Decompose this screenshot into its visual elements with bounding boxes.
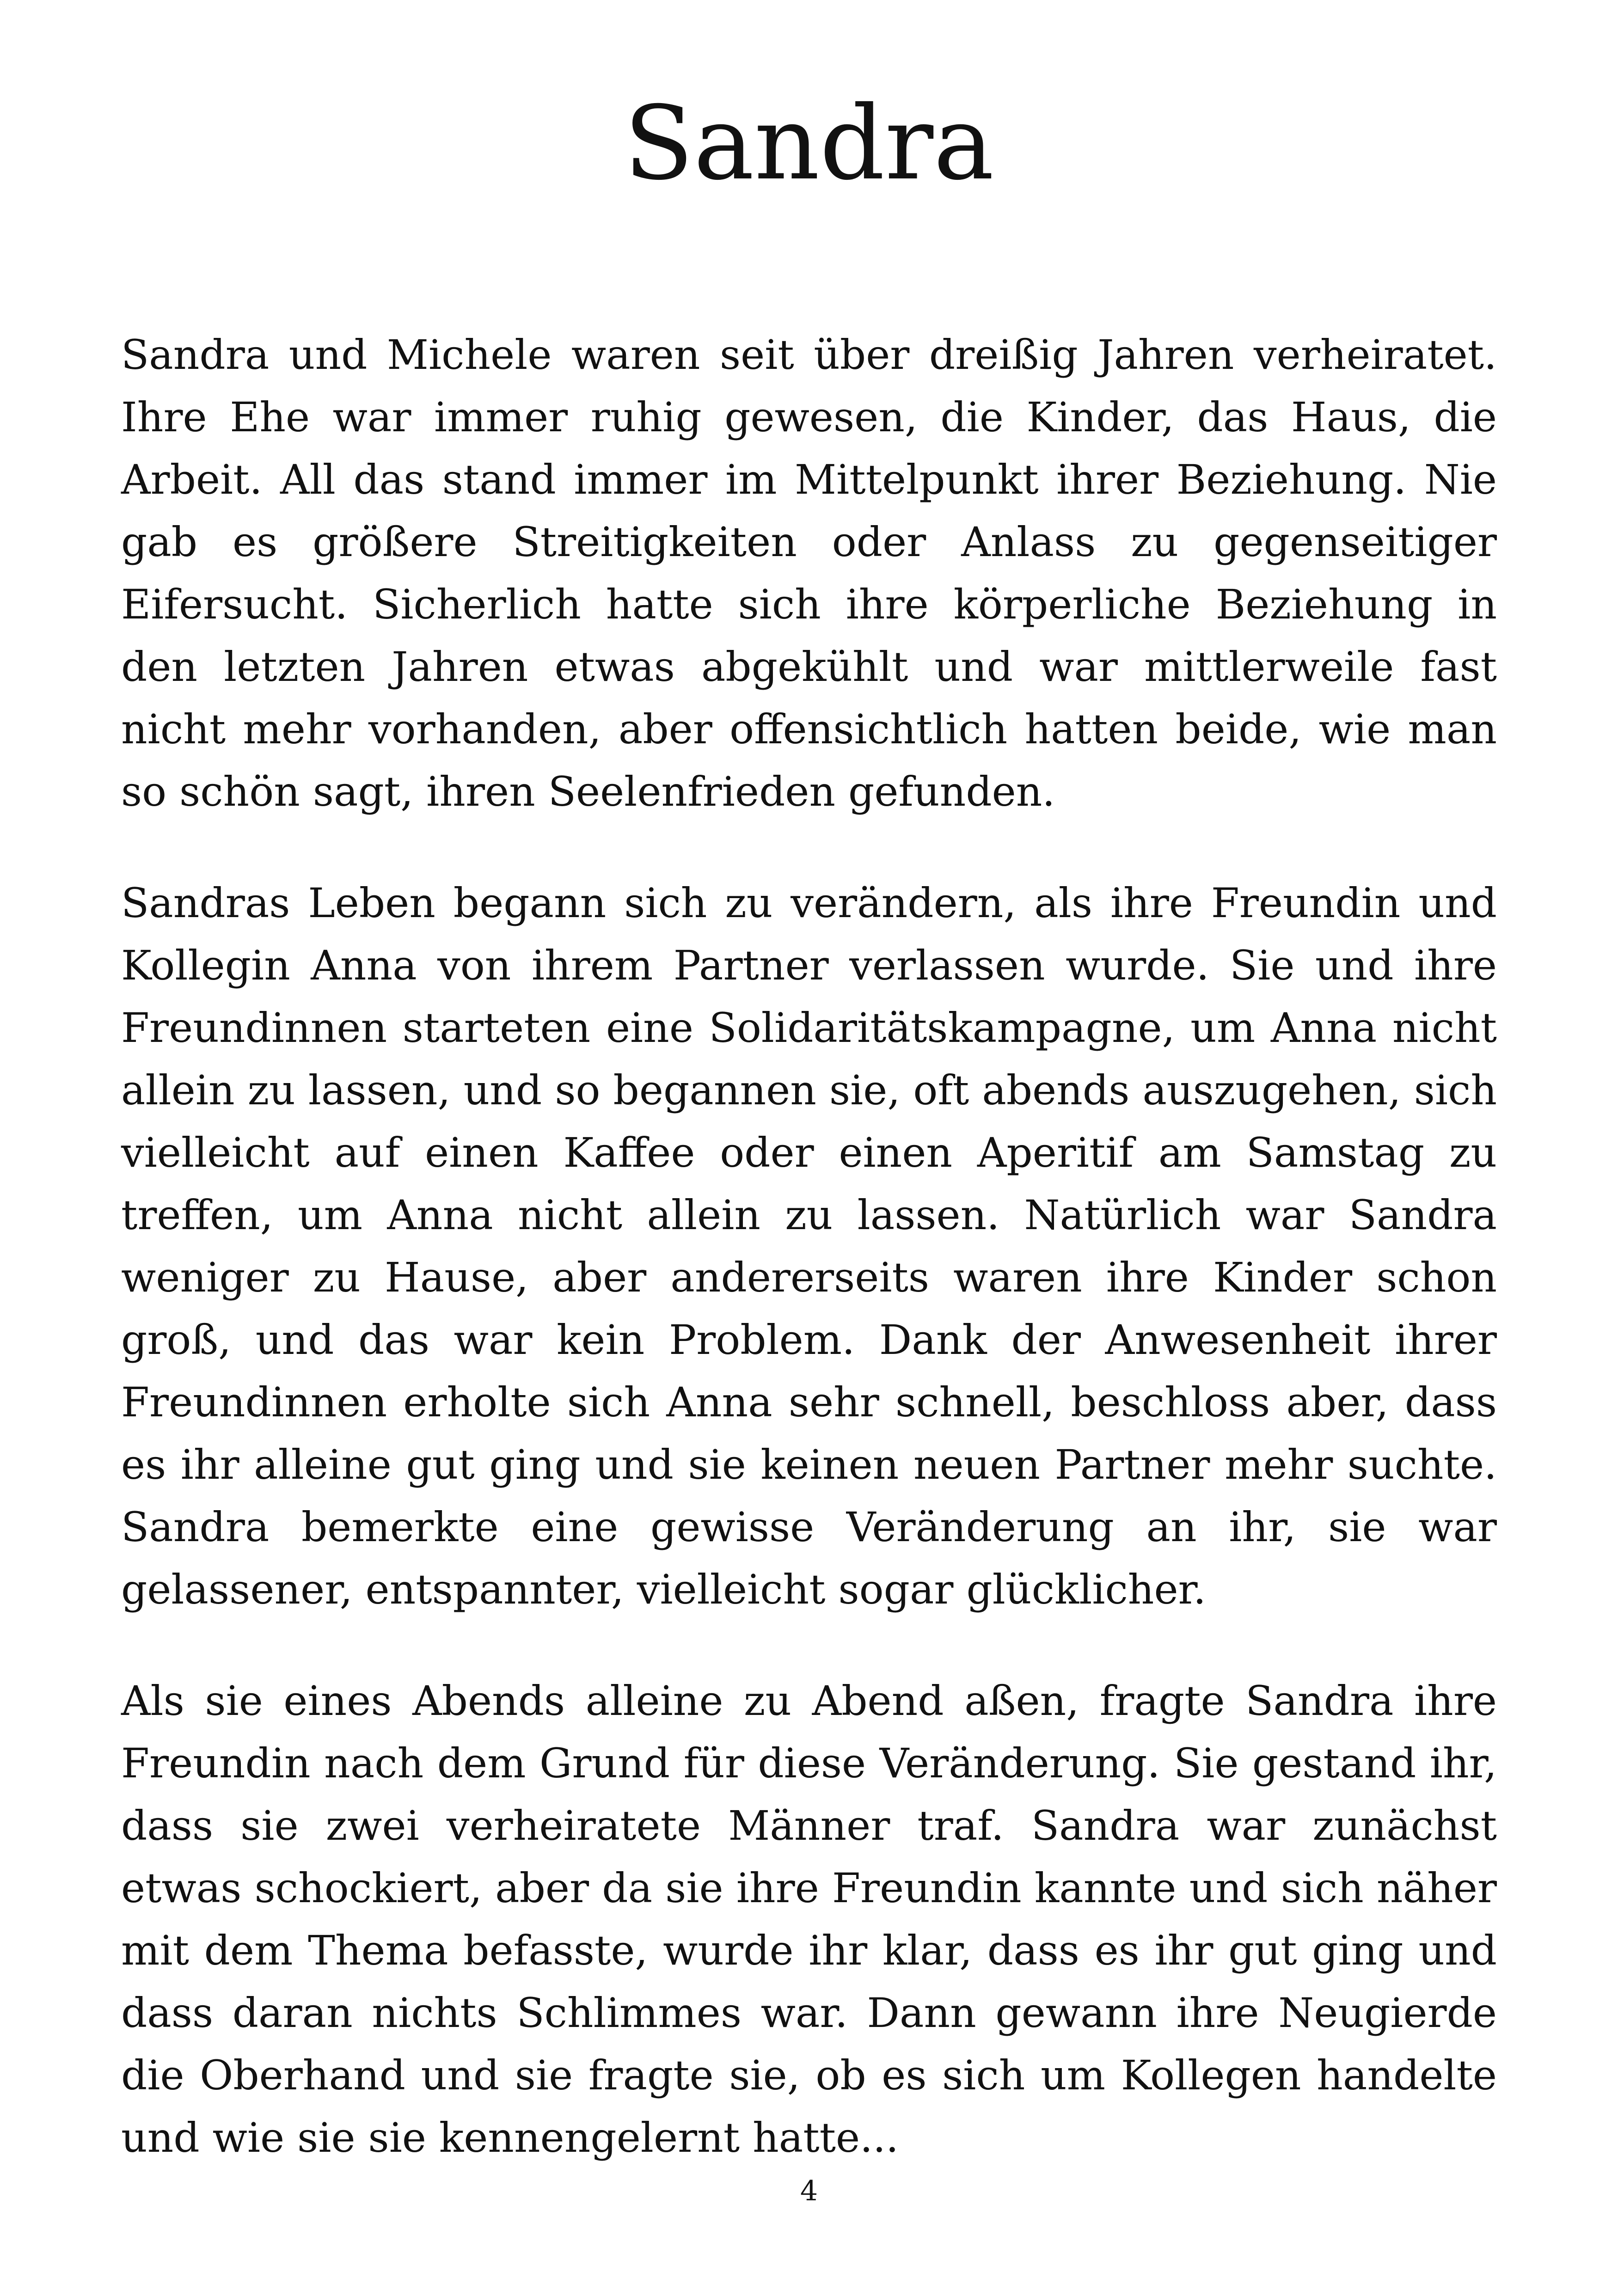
chapter-title: Sandra bbox=[624, 84, 994, 202]
body-text bbox=[121, 324, 1497, 2169]
paragraph-2: Sandras Leben begann sich zu verändern, als ihre Freundin und Kollegin Anna von ihrem Partner verlassen wurde. Sie und ihre Freundinnen starteten eine Solidaritätskampagne, um Anna nicht allein zu lassen, und so begannen sie, oft abends auszugehen, sich vielleicht auf einen Kaffee oder einen Aperitif am Samstag zu treffen, um Anna nicht allein zu lassen. Natürlich war Sandra weniger zu Hause, aber andererseits waren ihre Kinder schon groß, und das war kein Problem. Dank der Anwesenheit ihrer Freundinnen erholte sich Anna sehr schnell, beschloss aber, dass es ihr alleine gut ging und sie keinen neuen Partner mehr suchte. Sandra bemerkte eine gewisse Veränderung an ihr, sie war gelassener, entspannter, vielleicht sogar glücklicher. bbox=[121, 879, 1497, 1613]
paragraph-3: Als sie eines Abends alleine zu Abend aßen, fragte Sandra ihre Freundin nach dem Grund für diese Veränderung. Sie gestand ihr, dass sie zwei verheiratete Männer traf. Sandra war zunächst etwas schockiert, aber da sie ihre Freundin kannte und sich näher mit dem Thema befasste, wurde ihr klar, dass es ihr gut ging und dass daran nichts Schlimmes war. Dann gewann ihre Neugierde die Oberhand und sie fragte sie, ob es sich um Kollegen handelte und wie sie sie kennengelernt hatte... bbox=[121, 1677, 1497, 2161]
page-number: 4 bbox=[800, 2175, 818, 2207]
paragraph-1: Sandra und Michele waren seit über dreißig Jahren verheiratet. Ihre Ehe war immer ruhig gewesen, die Kinder, das Haus, die Arbeit. All das stand immer im Mittelpunkt ihrer Beziehung. Nie gab es größere Streitigkeiten oder Anlass zu gegenseitiger Eifersucht. Sicherlich hatte sich ihre körperliche Beziehung in den letzten Jahren etwas abgekühlt und war mittlerweile fast nicht mehr vorhanden, aber offensichtlich hatten beide, wie man so schön sagt, ihren Seelenfrieden gefunden. bbox=[121, 331, 1497, 815]
